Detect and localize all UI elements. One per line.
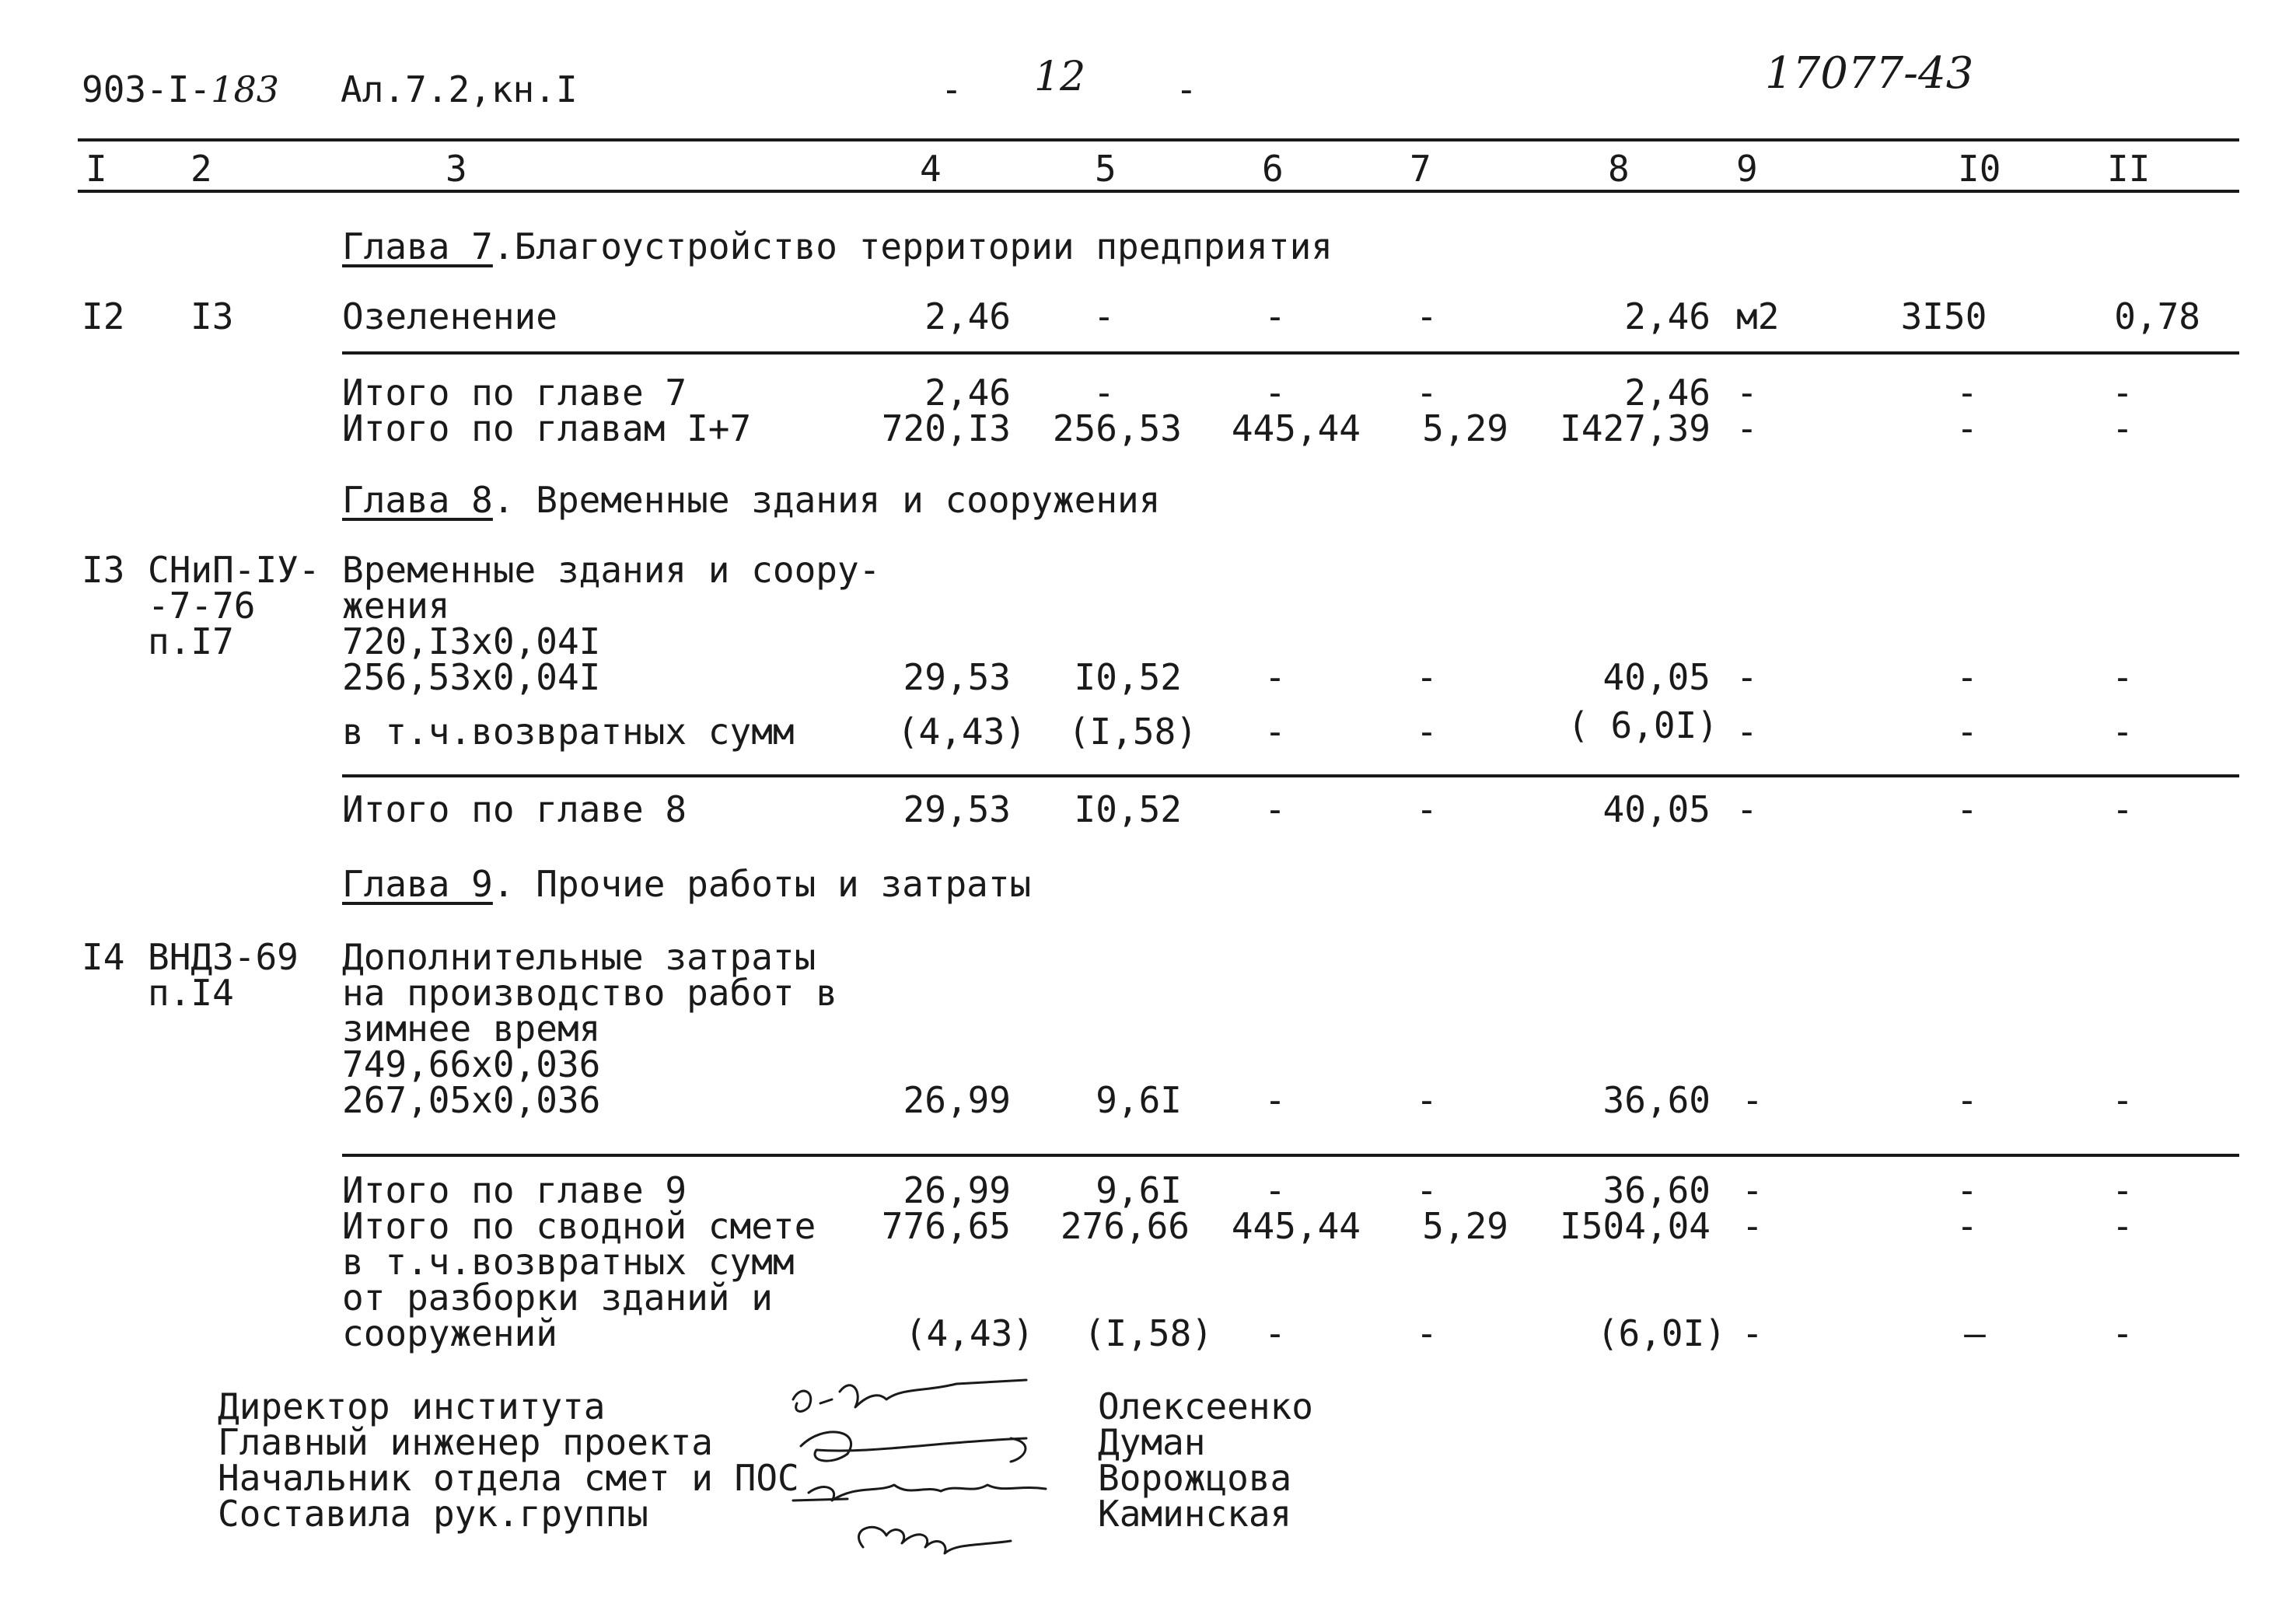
cell-c4: (4,43) xyxy=(896,711,1026,753)
cell-c8: (6,0I) xyxy=(1596,1312,1726,1354)
cell-c4: 26,99 xyxy=(903,1169,1011,1211)
cell-c4: 776,65 xyxy=(881,1205,1011,1247)
signatory-position: Начальник отдела смет и ПОС xyxy=(218,1457,799,1499)
summary-note-line: от разборки зданий и xyxy=(342,1277,773,1319)
header-rule-top xyxy=(78,138,2239,141)
total-label: Итого по сводной смете xyxy=(342,1205,816,1247)
cell-c7: - xyxy=(1416,1169,1438,1211)
cell-c7: - xyxy=(1416,788,1438,830)
cell-c6: - xyxy=(1264,1079,1286,1121)
cell-c5: 276,66 xyxy=(1060,1205,1190,1247)
cell-c5: (I,58) xyxy=(1083,1312,1213,1354)
signatory-position: Директор института xyxy=(218,1385,606,1427)
signatory-position: Составила рук.группы xyxy=(218,1493,648,1535)
returns-label: в т.ч.возвратных сумм xyxy=(342,711,795,753)
cell-c5: - xyxy=(1093,295,1115,337)
cell-c7: 5,29 xyxy=(1422,407,1508,449)
row-desc-line: Дополнительные затраты xyxy=(342,936,816,978)
cell-c9: - xyxy=(1742,1169,1763,1211)
cell-c11: - xyxy=(2112,1079,2133,1121)
chapter-7-title: Глава 7.Благоустройство территории предприятия xyxy=(342,225,1333,267)
cell-c11: - xyxy=(2112,656,2133,698)
cell-c10: - xyxy=(1956,788,1978,830)
cell-c9: - xyxy=(1736,656,1758,698)
cell-c5: I0,52 xyxy=(1074,656,1182,698)
total-label: Итого по главе 8 xyxy=(342,788,687,830)
chapter-7-rule xyxy=(342,351,2239,355)
cell-c10: — xyxy=(1964,1312,1986,1354)
cell-c6: 445,44 xyxy=(1231,407,1361,449)
row-desc-line: 749,66х0,036 xyxy=(342,1043,601,1085)
chapter-8-title: Глава 8. Временные здания и сооружения xyxy=(342,479,1161,521)
inventory-number: 17077-43 xyxy=(1765,48,1974,99)
total-label: Итого по главам I+7 xyxy=(342,407,752,449)
chapter-9-rule xyxy=(342,1154,2239,1157)
cell-c11: - xyxy=(2112,407,2133,449)
cell-c10: - xyxy=(1956,711,1978,753)
row-desc-line: Временные здания и соору- xyxy=(342,549,881,591)
row-basis-line: ВНДЗ-69 xyxy=(148,936,299,978)
handwritten-signatures xyxy=(778,1368,1104,1570)
cell-c6: - xyxy=(1264,788,1286,830)
row-basis-line: СНиП-IУ- xyxy=(148,549,320,591)
cell-c8: ( 6,0I) xyxy=(1567,704,1718,746)
cell-c9: - xyxy=(1736,407,1758,449)
cell-c7: - xyxy=(1416,1079,1438,1121)
cell-c4: 2,46 xyxy=(924,372,1011,414)
row-desc-line: зимнее время xyxy=(342,1008,601,1050)
cell-c10: - xyxy=(1956,1169,1978,1211)
row-desc-line: 267,05х0,036 xyxy=(342,1079,601,1121)
cell-c8: 36,60 xyxy=(1602,1169,1711,1211)
total-label: Итого по главе 7 xyxy=(342,372,687,414)
cell-c7: - xyxy=(1416,711,1438,753)
page-number: 12 xyxy=(1034,54,1086,100)
row-desc-line: жения xyxy=(342,585,450,627)
cell-c4: 720,I3 xyxy=(881,407,1011,449)
cell-c7: - xyxy=(1416,372,1438,414)
cell-c9: - xyxy=(1736,711,1758,753)
cell-c5: - xyxy=(1093,372,1115,414)
row-basis-line: п.I7 xyxy=(148,620,234,662)
cell-c8: I504,04 xyxy=(1560,1205,1711,1247)
row-basis-line: п.I4 xyxy=(148,972,234,1014)
cell-c6: - xyxy=(1264,295,1286,337)
cell-c8: I427,39 xyxy=(1560,407,1711,449)
cell-c9: - xyxy=(1742,1079,1763,1121)
signatory-name: Олексеенко xyxy=(1098,1385,1313,1427)
total-label: Итого по главе 9 xyxy=(342,1169,687,1211)
col-header-2: 2 xyxy=(190,148,212,190)
cell-c9: - xyxy=(1736,788,1758,830)
cell-c8: 2,46 xyxy=(1624,372,1711,414)
cell-c7: - xyxy=(1416,656,1438,698)
cell-c6: 445,44 xyxy=(1231,1205,1361,1247)
col-header-7: 7 xyxy=(1410,148,1431,190)
cell-c6: - xyxy=(1264,656,1286,698)
cell-c6: - xyxy=(1264,372,1286,414)
row-basis-line: -7-76 xyxy=(148,585,256,627)
page-dash-right: - xyxy=(1176,68,1197,110)
col-header-4: 4 xyxy=(920,148,942,190)
cell-c11: - xyxy=(2112,788,2133,830)
cell-c6: - xyxy=(1264,711,1286,753)
cell-c4: 2,46 xyxy=(924,295,1011,337)
cell-unit: м2 xyxy=(1736,295,1780,337)
chapter-9-title: Глава 9. Прочие работы и затраты xyxy=(342,863,1032,905)
signatory-name: Думан xyxy=(1098,1421,1206,1463)
cell-c10: - xyxy=(1956,1205,1978,1247)
col-header-1: I xyxy=(86,148,107,190)
cell-c7: - xyxy=(1416,1312,1438,1354)
signatory-name: Ворожцова xyxy=(1098,1457,1292,1499)
doc-code: 903-I-183 xyxy=(82,68,279,110)
cell-c10: - xyxy=(1956,407,1978,449)
row-num: I4 xyxy=(82,936,125,978)
col-header-3: 3 xyxy=(446,148,467,190)
cell-c6: - xyxy=(1264,1312,1286,1354)
cell-c7: - xyxy=(1416,295,1438,337)
cell-c4: (4,43) xyxy=(904,1312,1034,1354)
row-num: I2 xyxy=(82,295,125,337)
col-header-5: 5 xyxy=(1095,148,1117,190)
album-ref: Ал.7.2,кн.I xyxy=(341,68,578,110)
signatory-name: Каминская xyxy=(1098,1493,1292,1535)
cell-c4: 26,99 xyxy=(903,1079,1011,1121)
col-header-10: I0 xyxy=(1958,148,2001,190)
col-header-11: II xyxy=(2107,148,2151,190)
cell-c8: 40,05 xyxy=(1602,788,1711,830)
row-desc-line: 720,I3х0,04I xyxy=(342,620,601,662)
cell-c4: 29,53 xyxy=(903,656,1011,698)
cell-c9: - xyxy=(1742,1205,1763,1247)
cell-c11: - xyxy=(2112,372,2133,414)
cell-c5: 256,53 xyxy=(1052,407,1182,449)
cell-c10: 3I50 xyxy=(1900,295,1987,337)
cell-c9: - xyxy=(1736,372,1758,414)
cell-c11: 0,78 xyxy=(2114,295,2200,337)
row-basis: I3 xyxy=(190,295,234,337)
cell-c11: - xyxy=(2112,1169,2133,1211)
chapter-8-rule xyxy=(342,774,2239,777)
cell-c5: 9,6I xyxy=(1096,1169,1182,1211)
col-header-8: 8 xyxy=(1608,148,1630,190)
cell-c5: 9,6I xyxy=(1096,1079,1182,1121)
cell-c8: 36,60 xyxy=(1602,1079,1711,1121)
row-desc-line: 256,53х0,04I xyxy=(342,656,601,698)
cell-c10: - xyxy=(1956,372,1978,414)
cell-c8: 2,46 xyxy=(1624,295,1711,337)
summary-note-line: сооружений xyxy=(342,1312,557,1354)
cell-c11: - xyxy=(2112,711,2133,753)
cell-c4: 29,53 xyxy=(903,788,1011,830)
cell-c8: 40,05 xyxy=(1602,656,1711,698)
row-desc: Озеленение xyxy=(342,295,557,337)
signatory-position: Главный инженер проекта xyxy=(218,1421,713,1463)
page-dash-left: - xyxy=(941,68,963,110)
cell-c7: 5,29 xyxy=(1422,1205,1508,1247)
col-header-9: 9 xyxy=(1736,148,1758,190)
row-desc-line: на производство работ в xyxy=(342,972,837,1014)
cell-c11: - xyxy=(2112,1205,2133,1247)
cell-c10: - xyxy=(1956,656,1978,698)
cell-c11: - xyxy=(2112,1312,2133,1354)
summary-note-line: в т.ч.возвратных сумм xyxy=(342,1241,795,1283)
cell-c9: - xyxy=(1742,1312,1763,1354)
cell-c10: - xyxy=(1956,1079,1978,1121)
row-num: I3 xyxy=(82,549,125,591)
header-rule-bottom xyxy=(78,190,2239,193)
col-header-6: 6 xyxy=(1262,148,1284,190)
cell-c5: I0,52 xyxy=(1074,788,1182,830)
cell-c6: - xyxy=(1264,1169,1286,1211)
cell-c5: (I,58) xyxy=(1068,711,1197,753)
